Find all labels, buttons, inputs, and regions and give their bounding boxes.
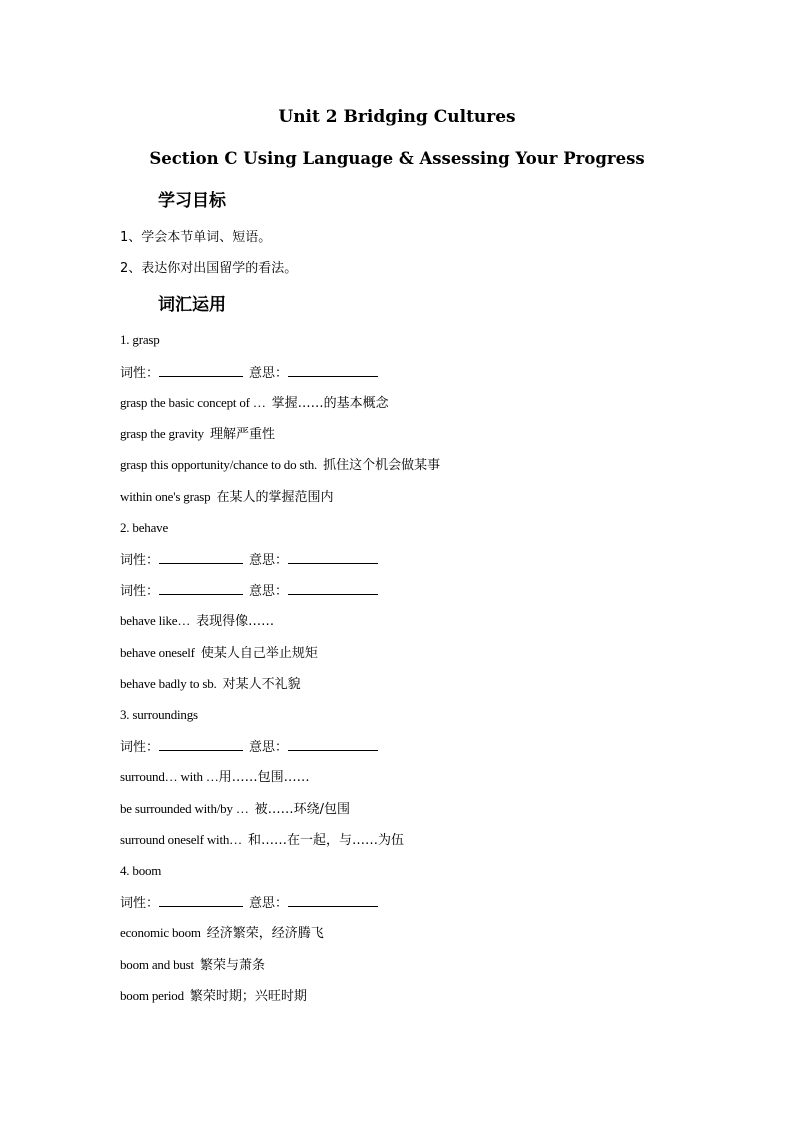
page-title: Unit 2 Bridging Cultures — [278, 107, 516, 127]
phrase-row — [120, 675, 301, 694]
phrase-cn: 抓住这个机会做某事 — [323, 458, 441, 473]
phrase-en: surround oneself with… — [120, 832, 242, 847]
pos-label: 词性： — [120, 366, 160, 381]
pos-blank[interactable] — [159, 581, 243, 595]
phrase-en: behave oneself — [120, 645, 195, 660]
objective-item: 1、学会本节单词、短语。 — [120, 230, 272, 245]
meaning-label: 意思： — [249, 896, 289, 911]
fill-in-row — [120, 581, 378, 601]
meaning-blank[interactable] — [288, 737, 378, 751]
pos-blank[interactable] — [159, 893, 243, 907]
phrase-cn: 使某人自己举止规矩 — [200, 646, 318, 661]
phrase-cn: 理解严重性 — [209, 427, 275, 442]
phrase-row — [120, 956, 265, 975]
word-heading: 3. surroundings — [120, 707, 198, 722]
phrase-row — [120, 456, 440, 475]
phrase-en: be surrounded with/by … — [120, 801, 249, 816]
page-subtitle: Section C Using Language & Assessing Your Progress — [149, 149, 645, 168]
word-heading: 2. behave — [120, 520, 169, 535]
phrase-en: surround… with … — [120, 769, 219, 784]
phrase-en: behave badly to sb. — [120, 676, 217, 691]
phrase-row — [120, 800, 350, 819]
phrase-row — [120, 612, 274, 631]
meaning-label: 意思： — [249, 553, 289, 568]
phrase-cn: 和……在一起，与……为伍 — [247, 833, 404, 848]
phrase-row — [120, 987, 307, 1006]
phrase-cn: 繁荣时期；兴旺时期 — [189, 989, 307, 1004]
pos-label: 词性： — [120, 896, 160, 911]
phrase-en: within one's grasp — [120, 489, 211, 504]
meaning-blank[interactable] — [288, 581, 378, 595]
phrase-en: grasp the basic concept of … — [120, 395, 266, 410]
phrase-cn: 繁荣与萧条 — [199, 958, 265, 973]
phrase-en: economic boom — [120, 925, 201, 940]
meaning-blank[interactable] — [288, 893, 378, 907]
pos-label: 词性： — [120, 740, 160, 755]
phrase-row — [120, 644, 318, 663]
phrase-en: boom and bust — [120, 957, 194, 972]
phrase-cn: 用……包围…… — [218, 770, 310, 785]
word-heading: 1. grasp — [120, 332, 160, 347]
phrase-en: grasp this opportunity/chance to do sth. — [120, 457, 318, 472]
fill-in-row — [120, 550, 378, 570]
phrase-row — [120, 394, 389, 413]
phrase-row — [120, 425, 275, 444]
phrase-cn: 对某人不礼貌 — [222, 677, 301, 692]
phrase-cn: 在某人的掌握范围内 — [216, 490, 334, 505]
objectives-heading: 学习目标 — [158, 191, 226, 211]
phrase-row — [120, 768, 310, 787]
fill-in-row — [120, 737, 378, 757]
vocab-heading: 词汇运用 — [158, 295, 226, 315]
pos-blank[interactable] — [159, 363, 243, 377]
phrase-row — [120, 924, 324, 943]
meaning-label: 意思： — [249, 584, 289, 599]
phrase-en: grasp the gravity — [120, 426, 204, 441]
meaning-label: 意思： — [249, 740, 289, 755]
meaning-label: 意思： — [249, 366, 289, 381]
phrase-row — [120, 488, 333, 507]
phrase-row — [120, 831, 404, 850]
phrase-cn: 经济繁荣，经济腾飞 — [206, 926, 324, 941]
word-heading: 4. boom — [120, 863, 162, 878]
meaning-blank[interactable] — [288, 363, 378, 377]
phrase-cn: 掌握……的基本概念 — [271, 396, 389, 411]
pos-label: 词性： — [120, 584, 160, 599]
phrase-cn: 表现得像…… — [196, 614, 275, 629]
objective-item: 2、表达你对出国留学的看法。 — [120, 261, 298, 276]
pos-blank[interactable] — [159, 550, 243, 564]
fill-in-row — [120, 363, 378, 383]
pos-label: 词性： — [120, 553, 160, 568]
phrase-en: boom period — [120, 988, 184, 1003]
fill-in-row — [120, 893, 378, 913]
phrase-en: behave like… — [120, 613, 191, 628]
meaning-blank[interactable] — [288, 550, 378, 564]
phrase-cn: 被……环绕/包围 — [254, 802, 351, 817]
pos-blank[interactable] — [159, 737, 243, 751]
